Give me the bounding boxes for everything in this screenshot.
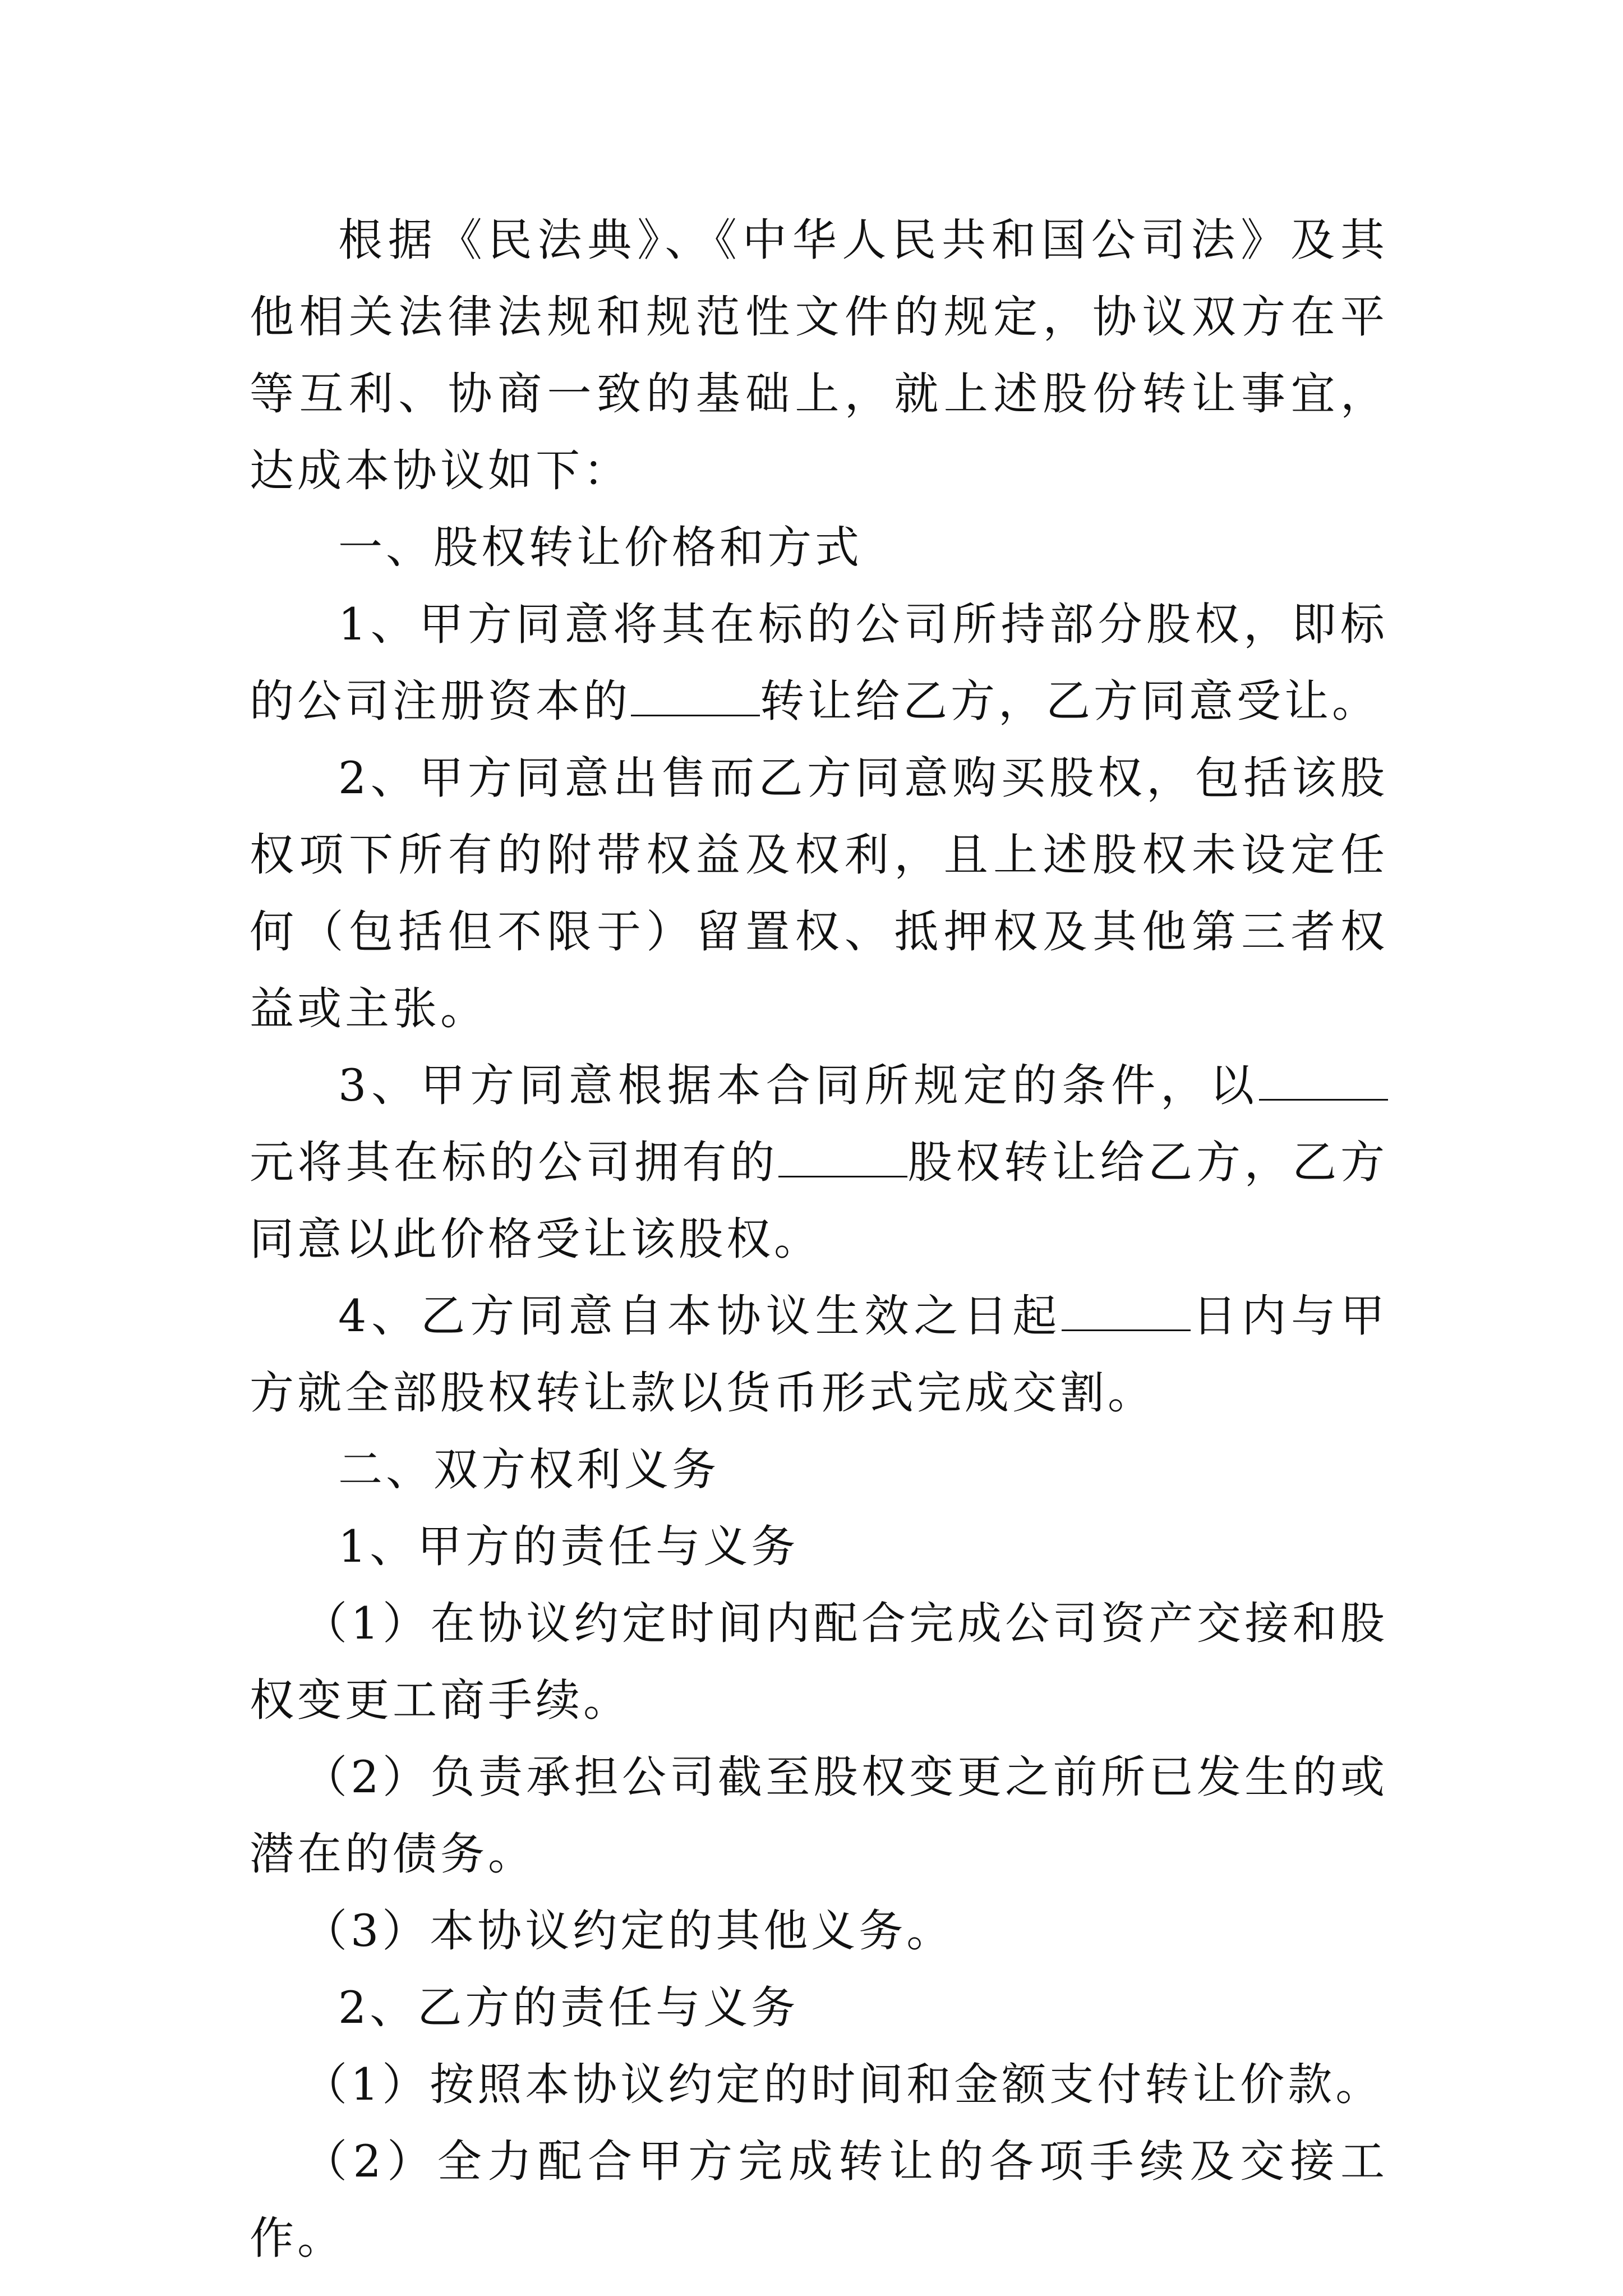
clause-1-3-text-c: 股权转让给乙方，乙方同意以此价格受让该股权。 [250, 1137, 1389, 1265]
subheading-party-b [250, 1970, 1388, 2046]
blank-field [1259, 1064, 1388, 1101]
clause-1-1 [250, 586, 1388, 740]
party-a-item-3-text: （3）本协议约定的其他义务。 [303, 1905, 955, 1957]
subheading-party-a-text: 1、甲方的责任与义务 [338, 1521, 799, 1572]
clause-1-3-text-b: 元将其在标的公司拥有的 [250, 1137, 778, 1188]
intro-text: 根据《民法典》、《中华人民共和国公司法》及其他相关法律法规和规范性文件的规定，协议双方在平等互利、协商一致的基础上，就上述股份转让事宜，达成本协议如下： [250, 214, 1388, 496]
blank-field [631, 680, 760, 716]
party-b-item-2-text: （2）全力配合甲方完成转让的各项手续及交接工作。 [250, 2136, 1388, 2264]
clause-1-3-text-a: 3、甲方同意根据本合同所规定的条件，以 [338, 1060, 1259, 1111]
blank-field [1062, 1295, 1191, 1331]
subheading-party-b-text: 2、乙方的责任与义务 [338, 1982, 799, 2033]
section-heading-1-text: 一、股权转让价格和方式 [338, 522, 863, 573]
clause-1-2-text: 2、甲方同意出售而乙方同意购买股权，包括该股权项下所有的附带权益及权利，且上述股权未设定任何（包括但不限于）留置权、抵押权及其他第三者权益或主张。 [250, 752, 1388, 1034]
clause-1-4 [250, 1278, 1388, 1432]
clause-1-4-text-b: 日内与甲方就全部股权转让款以货币形式完成交割。 [250, 1290, 1388, 1419]
party-b-item-2 [250, 2123, 1388, 2277]
party-b-item-1-text: （1）按照本协议约定的时间和金额支付转让价款。 [303, 2059, 1384, 2110]
party-a-item-2 [250, 1739, 1388, 1893]
intro-paragraph [250, 202, 1388, 509]
section-heading-1 [250, 509, 1388, 586]
clause-1-1-text-a: 1、甲方同意将其在标的公司所持部分股权，即标的公司注册资本的 [250, 599, 1388, 727]
party-a-item-2-text: （2）负责承担公司截至股权变更之前所已发生的或潜在的债务。 [250, 1751, 1388, 1880]
party-a-item-1 [250, 1585, 1388, 1739]
clause-1-1-text-b: 转让给乙方，乙方同意受让。 [760, 675, 1380, 727]
clause-1-2 [250, 740, 1388, 1047]
clause-1-4-text-a: 4、乙方同意自本协议生效之日起 [338, 1290, 1062, 1342]
party-a-item-3 [250, 1893, 1388, 1970]
subheading-party-a [250, 1508, 1388, 1585]
party-b-item-1 [250, 2046, 1388, 2123]
blank-field [778, 1141, 907, 1177]
document-body [250, 202, 1388, 2277]
party-a-item-1-text: （1）在协议约定时间内配合完成公司资产交接和股权变更工商手续。 [250, 1598, 1388, 1726]
section-heading-2-text: 二、双方权利义务 [338, 1444, 720, 1496]
clause-1-3 [250, 1047, 1388, 1278]
section-heading-2 [250, 1432, 1388, 1508]
